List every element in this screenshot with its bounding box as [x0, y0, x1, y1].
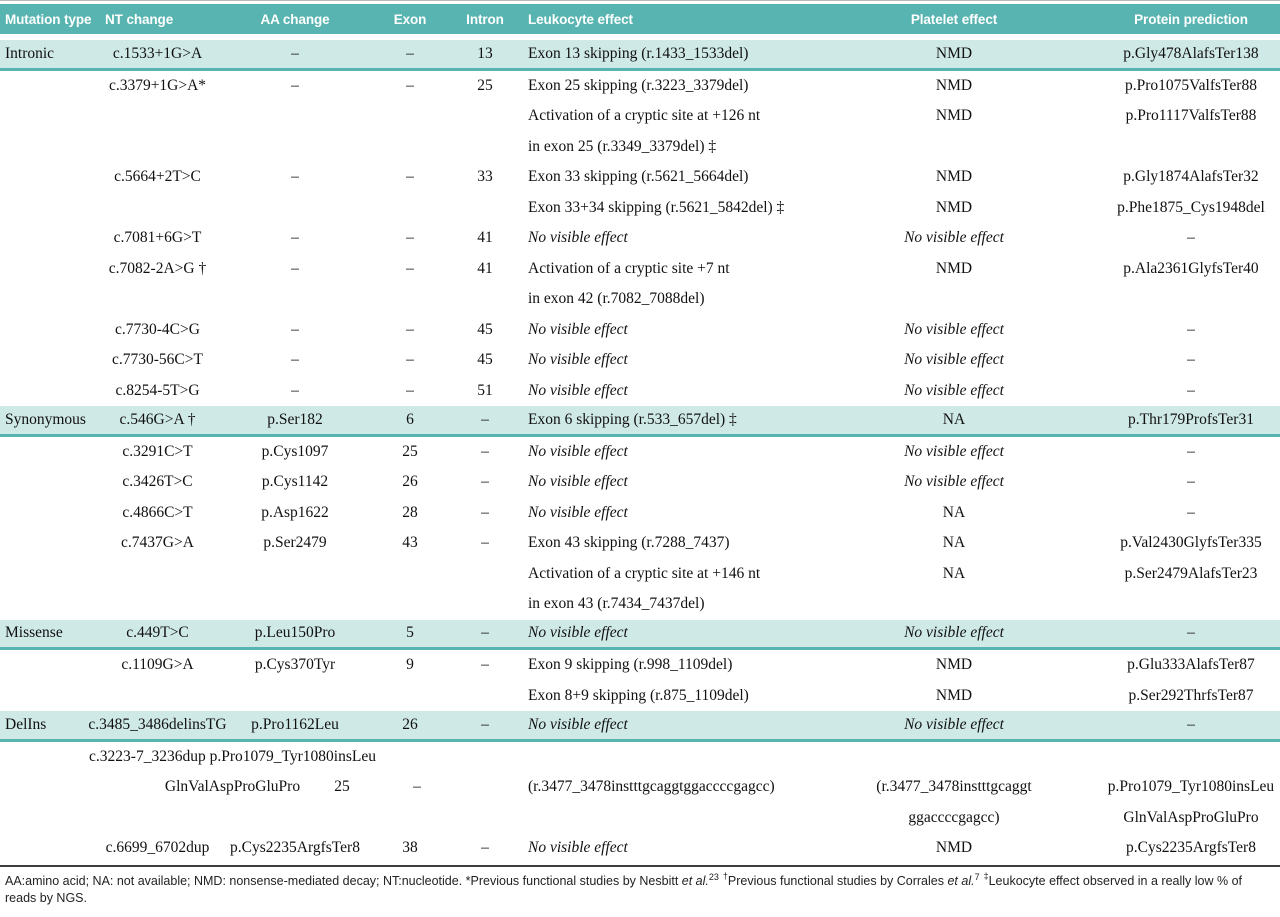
cell-platelet-effect: NMD: [935, 198, 973, 216]
cell-aa-change: [220, 193, 370, 224]
cell-protein-prediction: p.Gly1874AlafsTer32: [1123, 168, 1259, 186]
cell-protein-prediction: [1032, 742, 1280, 773]
cell-nt-aa-change: GlnValAspProGluPro: [164, 778, 301, 796]
cell-aa-change: –: [291, 259, 299, 277]
cell-intron: 51: [477, 381, 493, 399]
cell-leukocyte-effect: No visible effect: [528, 503, 628, 521]
cell-leukocyte-effect: Activation of a cryptic site at +146 nt: [528, 564, 761, 582]
cell-exon: –: [406, 168, 414, 186]
cell-intron: 45: [477, 320, 493, 338]
table-row: [0, 742, 1280, 773]
cell-protein-prediction: p.Cys2235ArgfsTer8: [1126, 839, 1256, 857]
cell-nt-change: c.1533+1G>A: [112, 44, 203, 62]
cell-aa-change: –: [291, 44, 299, 62]
cell-exon: [370, 193, 450, 224]
cell-leukocyte-effect: No visible effect: [528, 381, 628, 399]
cell-nt-change: c.7081+6G>T: [113, 229, 202, 247]
cell-platelet-effect: NA: [942, 410, 966, 428]
cell-platelet-effect: NMD: [935, 839, 973, 857]
cell-protein-prediction: –: [1187, 381, 1195, 399]
table-row: [0, 772, 1280, 803]
table-row: [0, 803, 1280, 834]
cell-leukocyte-effect: No visible effect: [528, 624, 628, 642]
col-header-platelet-effect: Platelet effect: [910, 11, 998, 27]
cell-protein-prediction: p.Ala2361GlyfsTer40: [1123, 259, 1259, 277]
table-header: [0, 4, 1280, 34]
cell-leukocyte-effect: Activation of a cryptic site +7 nt: [528, 259, 730, 277]
cell-platelet-effect: NMD: [935, 656, 973, 674]
cell-nt-aa-change: c.3223-7_3236dup p.Pro1079_Tyr1080insLeu: [89, 747, 376, 765]
table-row: [0, 345, 1280, 376]
cell-intron: 13: [477, 44, 493, 62]
cell-exon: 43: [402, 534, 418, 552]
cell-exon: 5: [406, 624, 414, 642]
cell-protein-prediction: p.Pro1079_Tyr1080insLeu: [1107, 778, 1275, 796]
cell-leukocyte-effect: [520, 742, 876, 773]
cell-mutation-type: [0, 71, 95, 102]
cell-intron: –: [481, 656, 489, 674]
cell-protein-prediction: [1032, 589, 1280, 620]
cell-platelet-effect: [876, 132, 1032, 163]
cell-platelet-effect: NMD: [935, 168, 973, 186]
col-header-intron: Intron: [466, 11, 504, 27]
cell-aa-change: p.Leu150Pro: [254, 624, 336, 642]
cell-aa-change: p.Asp1622: [261, 503, 329, 521]
cell-protein-prediction: p.Ser2479AlafsTer23: [1124, 564, 1258, 582]
footnote-dagger-marker: †: [722, 871, 728, 882]
cell-leukocyte-effect: Exon 8+9 skipping (r.875_1109del): [528, 686, 749, 704]
cell-exon: –: [406, 259, 414, 277]
cell-exon: 38: [402, 839, 418, 857]
cell-exon: 25: [334, 778, 350, 796]
cell-intron: –: [481, 534, 489, 552]
cell-nt-change: [95, 193, 220, 224]
cell-leukocyte-effect: No visible effect: [528, 473, 628, 491]
footnote: [0, 867, 1280, 907]
table-row: [0, 589, 1280, 620]
table-row: [0, 467, 1280, 498]
cell-leukocyte-effect: No visible effect: [528, 320, 628, 338]
cell-platelet-effect: No visible effect: [904, 320, 1004, 338]
cell-intron: [450, 803, 520, 834]
table-row: [0, 71, 1280, 102]
cell-exon: 26: [402, 715, 418, 733]
cell-platelet-effect: ggaccccgagcc): [908, 808, 1000, 826]
cell-intron: 33: [477, 168, 493, 186]
table-row: [0, 711, 1280, 742]
table-row: [0, 833, 1280, 864]
cell-mutation-type: [0, 528, 95, 559]
cell-exon: 6: [406, 410, 414, 428]
footnote-note3: Leukocyte effect observed in a really low % of reads by NGS.: [5, 873, 1242, 905]
cell-exon: [370, 681, 450, 712]
cell-exon: [370, 803, 450, 834]
cell-leukocyte-effect: Exon 6 skipping (r.533_657del) ‡: [528, 410, 737, 428]
cell-leukocyte-effect: in exon 42 (r.7082_7088del): [528, 290, 705, 308]
cell-leukocyte-effect: No visible effect: [528, 442, 628, 460]
footnote-note2-ref: 7: [974, 871, 980, 882]
cell-mutation-type: Intronic: [5, 44, 55, 62]
table-row: [0, 650, 1280, 681]
cell-exon: –: [406, 76, 414, 94]
footnote-note1-ref: 23: [708, 871, 719, 882]
cell-aa-change: [220, 101, 370, 132]
cell-aa-change: p.Cys370Tyr: [254, 656, 336, 674]
cell-mutation-type: [0, 101, 95, 132]
cell-mutation-type: [0, 559, 95, 590]
table-row: [0, 284, 1280, 315]
cell-aa-change: –: [291, 351, 299, 369]
cell-protein-prediction: –: [1187, 715, 1195, 733]
cell-leukocyte-effect: in exon 43 (r.7434_7437del): [528, 595, 705, 613]
cell-platelet-effect: No visible effect: [904, 624, 1004, 642]
col-header-mutation-type: Mutation type: [5, 11, 92, 27]
cell-protein-prediction: p.Pro1117ValfsTer88: [1125, 107, 1257, 125]
cell-leukocyte-effect: No visible effect: [528, 715, 628, 733]
cell-leukocyte-effect: Exon 9 skipping (r.998_1109del): [528, 656, 733, 674]
cell-platelet-effect: No visible effect: [904, 351, 1004, 369]
table-row: [0, 559, 1280, 590]
cell-leukocyte-effect: Activation of a cryptic site at +126 nt: [528, 107, 761, 125]
cell-intron: 45: [477, 351, 493, 369]
cell-mutation-type: DelIns: [5, 715, 47, 733]
cell-nt-change: c.546G>A †: [119, 410, 196, 428]
cell-nt-change: [95, 101, 220, 132]
cell-leukocyte-effect: Exon 33 skipping (r.5621_5664del): [528, 168, 749, 186]
footnote-note1: Previous functional studies by Nesbitt: [470, 873, 682, 888]
cell-nt-change: c.5664+2T>C: [114, 168, 201, 186]
cell-platelet-effect: [876, 742, 1032, 773]
cell-aa-change: p.Pro1162Leu: [251, 715, 339, 733]
cell-protein-prediction: p.Val2430GlyfsTer335: [1120, 534, 1262, 552]
cell-protein-prediction: p.Gly478AlafsTer138: [1123, 44, 1259, 62]
table-row: [0, 437, 1280, 468]
table-row: [0, 681, 1280, 712]
table-row: [0, 406, 1280, 437]
cell-exon: –: [406, 351, 414, 369]
cell-mutation-type: [0, 162, 95, 193]
footnote-note2-etal: et al.: [947, 873, 975, 888]
cell-exon: 28: [402, 503, 418, 521]
cell-aa-change: [220, 132, 370, 163]
cell-aa-change: –: [291, 381, 299, 399]
col-header-aa-change: AA change: [260, 11, 330, 27]
cell-mutation-type: Missense: [5, 624, 63, 642]
cell-intron: 41: [477, 229, 493, 247]
cell-protein-prediction: –: [1187, 624, 1195, 642]
cell-intron: [450, 101, 520, 132]
cell-nt-change: c.3291C>T: [122, 442, 193, 460]
cell-exon: [370, 284, 450, 315]
cell-platelet-effect: NMD: [935, 44, 973, 62]
cell-nt-change: [95, 681, 220, 712]
footnote-double-dagger-marker: ‡: [983, 871, 989, 882]
cell-intron: –: [481, 624, 489, 642]
cell-aa-change: [220, 589, 370, 620]
cell-protein-prediction: –: [1187, 320, 1195, 338]
cell-platelet-effect: NMD: [935, 107, 973, 125]
cell-aa-change: –: [291, 320, 299, 338]
cell-intron: [450, 559, 520, 590]
cell-protein-prediction: –: [1187, 473, 1195, 491]
cell-nt-change: c.3426T>C: [122, 473, 193, 491]
cell-mutation-type: [0, 223, 95, 254]
table-row: [0, 101, 1280, 132]
cell-mutation-type: [0, 132, 95, 163]
footnote-note2: Previous functional studies by Corrales: [727, 873, 948, 888]
col-header-leukocyte-effect: Leukocyte effect: [528, 11, 633, 27]
cell-platelet-effect: [876, 589, 1032, 620]
table-row: [0, 132, 1280, 163]
cell-aa-change: p.Ser2479: [263, 534, 327, 552]
cell-nt-change: c.8254-5T>G: [115, 381, 200, 399]
cell-platelet-effect: NA: [942, 503, 966, 521]
cell-intron: –: [481, 442, 489, 460]
cell-mutation-type: [0, 742, 95, 773]
cell-intron: –: [481, 839, 489, 857]
cell-leukocyte-effect: [520, 803, 876, 834]
table-row: [0, 223, 1280, 254]
cell-intron: [450, 742, 520, 773]
cell-mutation-type: [0, 589, 95, 620]
cell-mutation-type: [0, 681, 95, 712]
cell-platelet-effect: [876, 284, 1032, 315]
cell-intron: [450, 193, 520, 224]
cell-platelet-effect: NMD: [935, 259, 973, 277]
cell-aa-change: [220, 803, 370, 834]
cell-platelet-effect: NMD: [935, 686, 973, 704]
cell-nt-change: c.449T>C: [126, 624, 189, 642]
cell-aa-change: p.Cys1142: [261, 473, 329, 491]
cell-aa-change: –: [291, 76, 299, 94]
cell-aa-change: –: [291, 168, 299, 186]
cell-mutation-type: [0, 376, 95, 407]
cell-nt-change: c.7082-2A>G †: [108, 259, 207, 277]
cell-intron: –: [481, 715, 489, 733]
table-row: [0, 40, 1280, 71]
footnote-note1-etal: et al.: [681, 873, 709, 888]
cell-protein-prediction: [1032, 284, 1280, 315]
cell-intron: [450, 589, 520, 620]
cell-exon: 9: [406, 656, 414, 674]
cell-leukocyte-effect: No visible effect: [528, 229, 628, 247]
col-header-protein-prediction: Protein prediction: [1134, 11, 1248, 27]
cell-exon: –: [406, 381, 414, 399]
cell-mutation-type: [0, 833, 95, 864]
cell-platelet-effect: No visible effect: [904, 715, 1004, 733]
cell-intron: –: [481, 410, 489, 428]
cell-platelet-effect: NA: [942, 564, 966, 582]
cell-nt-change: [95, 803, 220, 834]
cell-mutation-type: [0, 437, 95, 468]
cell-nt-change: [95, 132, 220, 163]
cell-intron: –: [413, 778, 421, 796]
cell-exon: [370, 101, 450, 132]
table-row: [0, 528, 1280, 559]
cell-leukocyte-effect: (r.3477_3478instttgcaggtggaccccgagcc): [528, 778, 775, 796]
cell-platelet-effect: (r.3477_3478instttgcaggt: [876, 778, 1032, 796]
table-row: [0, 193, 1280, 224]
cell-nt-change: [95, 589, 220, 620]
cell-intron: 41: [477, 259, 493, 277]
cell-intron: [450, 681, 520, 712]
cell-exon: [370, 742, 450, 773]
cell-protein-prediction: –: [1187, 442, 1195, 460]
cell-nt-change: c.7730-4C>G: [115, 320, 200, 338]
cell-nt-change: c.3379+1G>A*: [108, 76, 207, 94]
col-header-exon: Exon: [393, 11, 427, 27]
cell-aa-change: [220, 559, 370, 590]
table-row: [0, 620, 1280, 651]
cell-nt-change: c.7437G>A: [121, 534, 194, 552]
cell-platelet-effect: No visible effect: [904, 442, 1004, 460]
cell-exon: 25: [402, 442, 418, 460]
cell-protein-prediction: –: [1187, 503, 1195, 521]
cell-nt-change: [95, 559, 220, 590]
col-header-nt-change: NT change: [105, 11, 174, 27]
cell-protein-prediction: p.Thr179ProfsTer31: [1128, 410, 1254, 428]
cell-aa-change: [220, 284, 370, 315]
table-row: [0, 254, 1280, 285]
cell-protein-prediction: –: [1187, 351, 1195, 369]
cell-platelet-effect: No visible effect: [904, 473, 1004, 491]
cell-nt-change: c.6699_6702dup: [105, 839, 210, 857]
cell-exon: [370, 559, 450, 590]
cell-exon: –: [406, 229, 414, 247]
cell-mutation-type: [0, 193, 95, 224]
cell-mutation-type: [0, 467, 95, 498]
top-rule: [0, 0, 1280, 1]
cell-protein-prediction: GlnValAspProGluPro: [1123, 808, 1259, 826]
cell-platelet-effect: No visible effect: [904, 229, 1004, 247]
table-body: [0, 40, 1280, 864]
cell-aa-change: p.Cys2235ArgfsTer8: [230, 839, 360, 857]
cell-mutation-type: [0, 315, 95, 346]
cell-leukocyte-effect: in exon 25 (r.3349_3379del) ‡: [528, 137, 717, 155]
cell-protein-prediction: –: [1187, 229, 1195, 247]
cell-protein-prediction: p.Pro1075ValfsTer88: [1125, 76, 1257, 94]
cell-nt-change: c.1109G>A: [121, 656, 194, 674]
cell-leukocyte-effect: Exon 25 skipping (r.3223_3379del): [528, 76, 749, 94]
cell-aa-change: p.Ser182: [267, 410, 323, 428]
table-row: [0, 376, 1280, 407]
table-row: [0, 162, 1280, 193]
cell-leukocyte-effect: No visible effect: [528, 839, 628, 857]
cell-protein-prediction: [1032, 132, 1280, 163]
cell-platelet-effect: NMD: [935, 76, 973, 94]
cell-leukocyte-effect: Exon 43 skipping (r.7288_7437): [528, 534, 730, 552]
cell-aa-change: p.Cys1097: [261, 442, 329, 460]
cell-intron: –: [481, 473, 489, 491]
cell-nt-change: c.3485_3486delinsTG: [88, 715, 227, 733]
table-row: [0, 498, 1280, 529]
table-row: [0, 315, 1280, 346]
cell-mutation-type: [0, 650, 95, 681]
cell-nt-change: c.4866C>T: [122, 503, 193, 521]
cell-protein-prediction: p.Ser292ThrfsTer87: [1128, 686, 1254, 704]
cell-nt-change: [95, 284, 220, 315]
cell-exon: –: [406, 44, 414, 62]
cell-intron: 25: [477, 76, 493, 94]
cell-aa-change: [220, 681, 370, 712]
cell-exon: –: [406, 320, 414, 338]
cell-intron: [450, 284, 520, 315]
footnote-star-marker: *: [465, 873, 471, 888]
cell-nt-change: c.7730-56C>T: [112, 351, 203, 369]
cell-mutation-type: [0, 284, 95, 315]
cell-exon: 26: [402, 473, 418, 491]
cell-protein-prediction: p.Phe1875_Cys1948del: [1117, 198, 1265, 216]
cell-leukocyte-effect: Exon 13 skipping (r.1433_1533del): [528, 44, 749, 62]
cell-exon: [370, 132, 450, 163]
cell-intron: –: [481, 503, 489, 521]
cell-aa-change: –: [291, 229, 299, 247]
cell-leukocyte-effect: Exon 33+34 skipping (r.5621_5842del) ‡: [528, 198, 785, 216]
cell-platelet-effect: NA: [942, 534, 966, 552]
cell-leukocyte-effect: No visible effect: [528, 351, 628, 369]
cell-mutation-type: [0, 498, 95, 529]
cell-mutation-type: Synonymous: [5, 410, 86, 428]
cell-mutation-type: [0, 345, 95, 376]
cell-mutation-type: [0, 772, 95, 803]
cell-mutation-type: [0, 803, 95, 834]
cell-exon: [370, 589, 450, 620]
cell-intron: [450, 132, 520, 163]
cell-platelet-effect: No visible effect: [904, 381, 1004, 399]
footnote-abbreviations: AA:amino acid; NA: not available; NMD: nonsense-mediated decay; NT:nucleotide.: [5, 873, 466, 888]
cell-mutation-type: [0, 254, 95, 285]
cell-protein-prediction: p.Glu333AlafsTer87: [1127, 656, 1255, 674]
